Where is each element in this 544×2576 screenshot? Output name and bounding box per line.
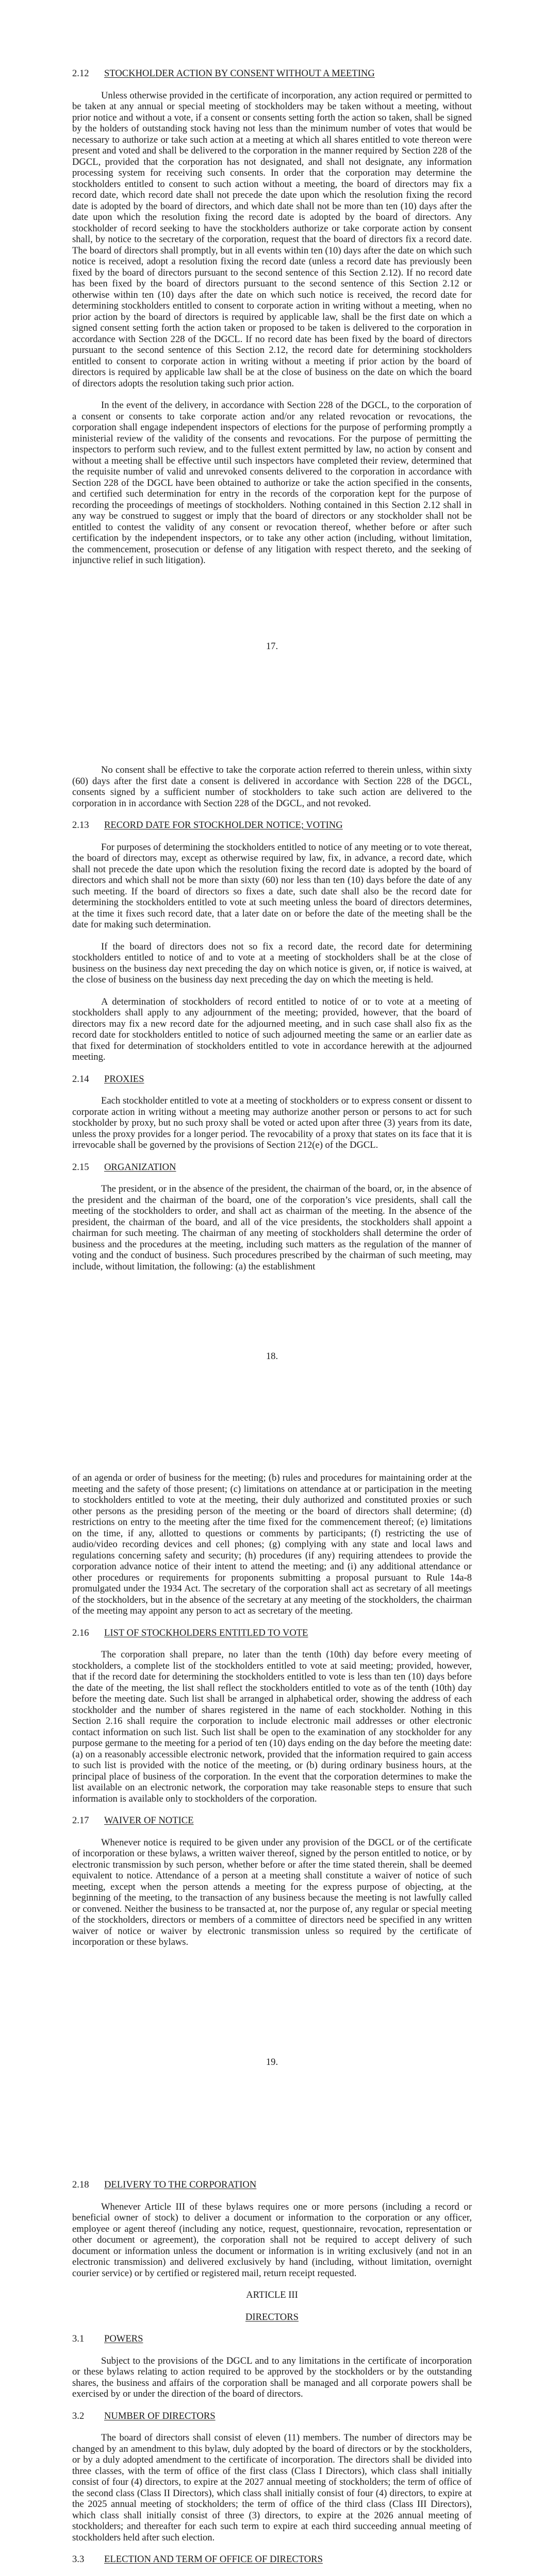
section-title: LIST OF STOCKHOLDERS ENTITLED TO VOTE <box>104 1627 308 1638</box>
section-2-17-heading <box>72 1815 472 1826</box>
section-number: 3.3 <box>72 2554 85 2565</box>
paragraph: The corporation shall prepare, no later than the tenth (10th) day before every meeting of stockholders, a complete list of the stockholders entitled to vote at said meeting; provided, however, that if the record date for determining the stockholders entitled to vote is less than ten (10) days before the date of the meeting, the list shall reflect the stockholders entitled to vote as of the tenth (10th) day before the meeting date. Such list shall be arranged in alphabetical order, showing the address of each stockholder and the number of shares registered in the name of each stockholder. Nothing in this Section 2.16 shall require the corporation to include electronic mail addresses or other electronic contact information on such list. Such list shall be open to the examination of any stockholder for any purpose germane to the meeting for a period of ten (10) days ending on the day before the meeting date: (a) on a reasonably accessible electronic network, provided that the information required to gain access to such list is provided with the notice of the meeting, or (b) during ordinary business hours, at the principal place of business of the corporation. In the event that the corporation determines to make the list available on an electronic network, the corporation may take reasonable steps to ensure that such information is available only to stockholders of the corporation. <box>72 1649 472 1804</box>
page-20-content <box>72 2179 472 2576</box>
page-number: 19. <box>266 2057 278 2067</box>
paragraph: A determination of stockholders of record entitled to notice of or to vote at a meeting of stockholders shall apply to any adjournment of the meeting; provided, however, that the board of directors may fix a new record date for the adjourned meeting, and in such case shall also fix as the record date for stockholders entitled to notice of such adjourned meeting the same or an earlier date as that fixed for determination of stockholders entitled to vote in accordance herewith at the adjourned meeting. <box>72 996 472 1062</box>
section-title: ELECTION AND TERM OF OFFICE OF DIRECTORS <box>104 2554 323 2565</box>
paragraph: Unless otherwise provided in the certificate of incorporation, any action required or permitted to be taken at any annual or special meeting of stockholders may be taken without a meeting, without prior notice and without a vote, if a consent or consents setting forth the action so taken, shall be signed by the holders of outstanding stock having not less than the minimum number of votes that would be necessary to authorize or take such action at a meeting at which all shares entitled to vote thereon were present and voted and shall be delivered to the corporation in the manner required by Section 228 of the DGCL, provided that the corporation has not designated, and shall not designate, any information processing system for receiving such consents. In order that the corporation may determine the stockholders entitled to consent to such action without a meeting, the board of directors may fix a record date, which record date shall not precede the date upon which the resolution fixing the record date is adopted by the board of directors, and which date shall not be more than ten (10) days after the date upon which the resolution fixing the record date is adopted by the board of directors. Any stockholder of record seeking to have the stockholders authorize or take corporate action by consent shall, by notice to the secretary of the corporation, request that the board of directors fix a record date. The board of directors shall promptly, but in all events within ten (10) days after the date on which such notice is received, adopt a resolution fixing the record date (unless a record date has previously been fixed by the board of directors pursuant to the second sentence of this Section 2.12). If no record date has been fixed by the board of directors pursuant to the second sentence of this Section 2.12 or otherwise within ten (10) days after the date on which such notice is received, the record date for determining stockholders entitled to consent to corporate action in writing without a meeting, when no prior action by the board of directors is required by applicable law, shall be the first date on which a signed consent setting forth the action taken or proposed to be taken is delivered to the corporation in accordance with Section 228 of the DGCL. If no record date has been fixed by the board of directors pursuant to the second sentence of this Section 2.12, the record date for determining stockholders entitled to consent to corporate action in writing without a meeting if prior action by the board of directors is required by applicable law shall be at the close of business on the date on which the board of directors adopts the resolution taking such prior action. <box>72 90 472 389</box>
paragraph: of an agenda or order of business for the meeting; (b) rules and procedures for maintaining order at the meeting and the safety of those present; (c) limitations on attendance at or participation in the meeting to stockholders entitled to vote at the meeting, their duly authorized and constituted proxies or such other persons as the presiding person of the meeting or the board of directors shall determine; (d) restrictions on entry to the meeting after the time fixed for the commencement thereof; (e) limitations on the time, if any, allotted to questions or comments by participants; (f) restricting the use of audio/video recording devices and cell phones; (g) complying with any state and local laws and regulations concerning safety and security; (h) procedures (if any) requiring attendees to provide the corporation advance notice of their intent to attend the meeting; and (i) any additional attendance or other procedures or requirements for proponents submitting a proposal pursuant to Rule 14a-8 promulgated under the 1934 Act. The secretary of the corporation shall act as secretary of all meetings of the stockholders, but in the absence of the secretary at any meeting of the stockholders, the chairman of the meeting may appoint any person to act as secretary of the meeting. <box>72 1472 472 1616</box>
section-number: 2.16 <box>72 1627 89 1638</box>
page-17-content <box>72 68 472 577</box>
paragraph: Subject to the provisions of the DGCL and to any limitations in the certificate of incorporation or these bylaws relating to action required to be approved by the stockholders or by the outstanding shares, the business and affairs of the corporation shall be managed and all corporate powers shall be exercised by or under the direction of the board of directors. <box>72 2355 472 2399</box>
paragraph: No consent shall be effective to take the corporate action referred to therein unless, within sixty (60) days after the first date a consent is delivered in accordance with Section 228 of the DGCL, consents signed by a sufficient number of stockholders to take such action are delivered to the corporation in in accordance with Section 228 of the DGCL, and not revoked. <box>72 765 472 809</box>
paragraph: Whenever Article III of these bylaws requires one or more persons (including a record or beneficial owner of stock) to deliver a document or information to the corporation or any officer, employee or agent thereof (including any notice, request, questionnaire, revocation, representation or other document or agreement), the corporation shall not be required to accept delivery of such document or information unless the document or information is in writing exclusively (and not in an electronic transmission) and delivered exclusively by hand (including, without limitation, overnight courier service) or by certified or registered mail, return receipt requested. <box>72 2201 472 2279</box>
section-3-1-heading <box>72 2333 472 2345</box>
section-2-14-heading <box>72 1074 472 1085</box>
section-title: POWERS <box>104 2333 143 2344</box>
section-title: STOCKHOLDER ACTION BY CONSENT WITHOUT A MEETING <box>104 68 375 79</box>
paragraph: For purposes of determining the stockholders entitled to notice of any meeting or to vote thereat, the board of directors may, except as otherwise required by law, fix, in advance, a record date, which shall not precede the date upon which the resolution fixing the record date is adopted by the board of directors and which shall not be more than sixty (60) nor less than ten (10) days before the date of any such meeting. If the board of directors so fixes a date, such date shall also be the record date for determining the stockholders entitled to vote at such meeting unless the board of directors determines, at the time it fixes such record date, that a later date on or before the date of the meeting shall be the date for making such determination. <box>72 841 472 930</box>
section-number: 3.1 <box>72 2333 85 2344</box>
section-title: NUMBER OF DIRECTORS <box>104 2410 216 2421</box>
section-3-3-heading <box>72 2554 472 2565</box>
section-title: DELIVERY TO THE CORPORATION <box>104 2179 257 2190</box>
page-19-content <box>72 1472 472 1959</box>
section-number: 3.2 <box>72 2410 85 2421</box>
page-18-content <box>72 765 472 1283</box>
section-2-15-heading <box>72 1162 472 1173</box>
section-3-2-heading <box>72 2411 472 2422</box>
section-number: 2.12 <box>72 68 89 79</box>
section-2-16-heading <box>72 1628 472 1639</box>
section-number: 2.13 <box>72 820 89 831</box>
section-number: 2.14 <box>72 1073 89 1084</box>
section-title: PROXIES <box>104 1073 144 1084</box>
paragraph: The board of directors shall consist of eleven (11) members. The number of directors may be changed by an amendment to this bylaw, duly adopted by the board of directors or by the stockholders, or by a duly adopted amendment to the certificate of incorporation. The directors shall be divided into three classes, with the term of office of the first class (Class I Directors), which class shall initially consist of four (4) directors, to expire at the 2027 annual meeting of stockholders; the term of office of the second class (Class II Directors), which class shall initially consist of four (4) directors, to expire at the 2025 annual meeting of stockholders; the term of office of the third class (Class III Directors), which class shall initially consist of three (3) directors, to expire at the 2026 annual meeting of stockholders; and thereafter for each such term to expire at each third succeeding annual meeting of stockholders held after such election. <box>72 2432 472 2543</box>
article-heading: ARTICLE III <box>246 2290 298 2300</box>
section-number: 2.18 <box>72 2179 89 2190</box>
paragraph: Each stockholder entitled to vote at a meeting of stockholders or to express consent or dissent to corporate action in writing without a meeting may authorize another person or persons to act for such stockholder by proxy, but no such proxy shall be voted or acted upon after three (3) years from its date, unless the proxy provides for a longer period. The revocability of a proxy that states on its face that it is irrevocable shall be governed by the provisions of Section 212(e) of the DGCL. <box>72 1095 472 1150</box>
paragraph: In the event of the delivery, in accordance with Section 228 of the DGCL, to the corporation of a consent or consents to take corporate action and/or any related revocation or revocations, the corporation shall engage independent inspectors of elections for the purpose of performing promptly a ministerial review of the validity of the consents and revocations. For the purpose of permitting the inspectors to perform such review, and to the fullest extent permitted by law, no action by consent and without a meeting shall be effective until such inspectors have completed their review, determined that the requisite number of valid and unrevoked consents delivered to the corporation in accordance with Section 228 of the DGCL have been obtained to authorize or take the action specified in the consents, and certified such determination for entry in the records of the corporation kept for the purpose of recording the proceedings of meetings of stockholders. Nothing contained in this Section 2.12 shall in any way be construed to suggest or imply that the board of directors or any stockholder shall not be entitled to contest the validity of any consent or revocation thereof, whether before or after such certification by the independent inspectors, or to take any other action (including, without limitation, the commencement, prosecution or defense of any litigation with respect thereto, and the seeking of injunctive relief in such litigation). <box>72 400 472 566</box>
page-number: 17. <box>266 641 278 652</box>
section-2-18-heading <box>72 2179 472 2191</box>
paragraph: If the board of directors does not so fix a record date, the record date for determining stockholders entitled to notice of and to vote at a meeting of stockholders shall be at the close of business on the business day next preceding the day on which notice is given, or, if notice is waived, at the close of business on the business day next preceding the day on which the meeting is held. <box>72 941 472 985</box>
section-title: RECORD DATE FOR STOCKHOLDER NOTICE; VOTING <box>104 820 343 831</box>
section-title: ORGANIZATION <box>104 1161 176 1173</box>
paragraph: The president, or in the absence of the president, the chairman of the board, or, in the absence of the president and the chairman of the board, one of the corporation’s vice presidents, shall call the meeting of the stockholders to order, and shall act as chairman of the meeting. In the absence of the president, the chairman of the board, and all of the vice presidents, the stockholders shall appoint a chairman for such meeting. The chairman of any meeting of stockholders shall determine the order of business and the procedures at the meeting, including such matters as the regulation of the manner of voting and the conduct of business. Such procedures prescribed by the chairman of such meeting, may include, without limitation, the following: (a) the establishment <box>72 1183 472 1272</box>
paragraph: Whenever notice is required to be given under any provision of the DGCL or of the certificate of incorporation or these bylaws, a written waiver thereof, signed by the person entitled to notice, or by electronic transmission by such person, whether before or after the time stated therein, shall be deemed equivalent to notice. Attendance of a person at a meeting shall constitute a waiver of notice of such meeting, except when the person attends a meeting for the express purpose of objecting, at the beginning of the meeting, to the transaction of any business because the meeting is not lawfully called or convened. Neither the business to be transacted at, nor the purpose of, any regular or special meeting of the stockholders, directors or members of a committee of directors need be specified in any written waiver of notice or waiver by electronic transmission unless so required by the certificate of incorporation or these bylaws. <box>72 1837 472 1947</box>
article-subheading: DIRECTORS <box>245 2311 299 2323</box>
section-number: 2.15 <box>72 1161 89 1173</box>
section-number: 2.17 <box>72 1815 89 1826</box>
section-2-12-heading <box>72 68 472 79</box>
section-2-13-heading <box>72 820 472 831</box>
section-title: WAIVER OF NOTICE <box>104 1815 194 1826</box>
page-number: 18. <box>266 1351 278 1362</box>
